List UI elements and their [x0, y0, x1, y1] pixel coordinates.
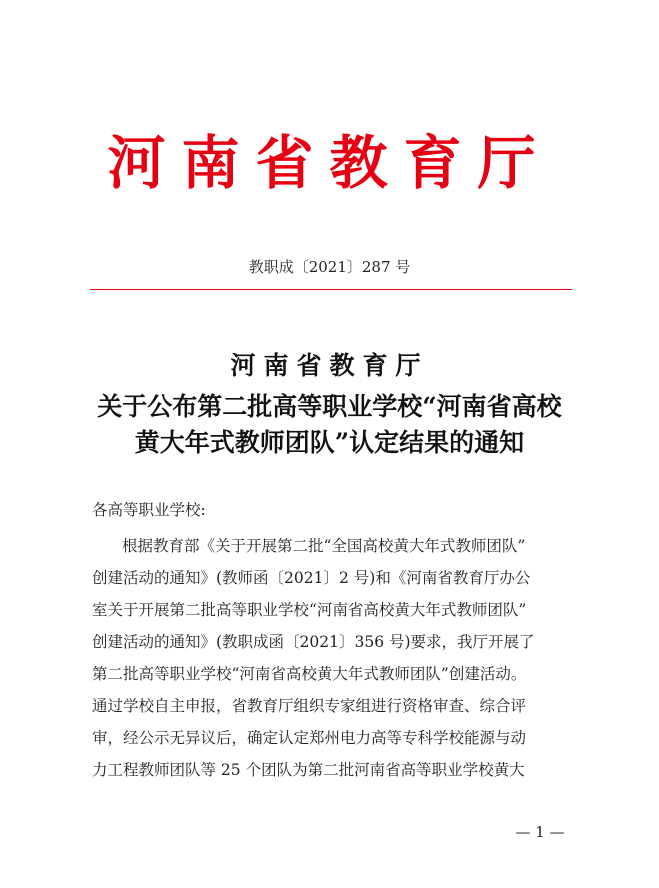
body-line-5: 第二批高等职业学校“河南省高校黄大年式教师团队”创建活动。 — [92, 665, 527, 683]
body-line-4: 创建活动的通知》(教职成函〔2021〕356 号)要求，我厅开展了 — [92, 633, 535, 651]
notice-title-line-2: 关于公布第二批高等职业学校“河南省高校 — [97, 392, 562, 421]
body-line-2: 创建活动的通知》(教师函〔2021〕2 号)和《河南省教育厅办公 — [92, 569, 531, 587]
notice-title-line-3: 黄大年式教师团队”认定结果的通知 — [134, 428, 525, 457]
document-number: 教职成〔2021〕287 号 — [248, 258, 411, 276]
notice-title-line-1: 河南省教育厅 — [230, 351, 429, 380]
salutation: 各高等职业学校: — [92, 501, 206, 519]
body-line-6: 通过学校自主申报，省教育厅组织专家组进行资格审查、综合评 — [92, 697, 527, 715]
body-line-7: 审，经公示无异议后，确定认定郑州电力高等专科学校能源与动 — [92, 729, 527, 747]
letterhead-title: 河南省教育厅 — [107, 129, 552, 197]
body-line-3: 室关于开展第二批高等职业学校“河南省高校黄大年式教师团队” — [92, 601, 527, 619]
body-line-1: 根据教育部《关于开展第二批“全国高校黄大年式教师团队” — [122, 537, 526, 555]
page-number: — 1 — — [515, 823, 565, 841]
red-divider-line — [90, 289, 572, 290]
body-line-8: 力工程教师团队等 25 个团队为第二批河南省高等职业学校黄大 — [92, 761, 525, 779]
